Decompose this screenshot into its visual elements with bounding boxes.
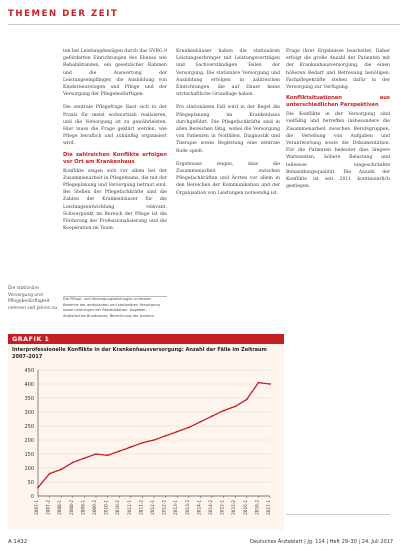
header-rule xyxy=(8,24,400,25)
paragraph: Die zentrale Pflegefrage lässt sich in der Praxis für meist wohnortnah realisieren, und die Versorgung ist zu gewährleisten. Hier muss die Frage geklärt werden, wie Pflege beruflich und zukünftig organisiert wird. xyxy=(63,105,167,147)
x-tick-label: 2017-1 xyxy=(266,500,271,515)
data-point xyxy=(246,399,248,401)
data-point xyxy=(37,487,39,489)
x-tick-label: 2014-1 xyxy=(196,500,202,515)
paragraph: Die Konflikte in der Versorgung sind vielfältig und betreffen insbesondere die Zusammenarbeit zwischen Berufsgruppen, die Verteilung von Aufgaben und Verantwortung sowie die Dokumentation. Für die Patienten bedeutet dies längere Wartezeiten, höhere Belastung und teilweise eingeschränkte Behandlungsqualität. Die Anzahl der Konflikte ist seit 2011 kontinuierlich gestiegen. xyxy=(286,112,390,190)
x-tick-label: 2011-2 xyxy=(138,500,144,515)
y-tick-label: 100 xyxy=(24,465,34,472)
text-column-3 xyxy=(286,48,390,190)
x-tick-label: 2012-1 xyxy=(150,500,155,515)
data-point xyxy=(258,382,260,384)
x-tick-label: 2015-1 xyxy=(219,500,225,515)
subheading: Die zahlreichen Konflikte erfolgen vor Ort am Krankenhaus xyxy=(63,151,167,165)
x-tick-label: 2008-2 xyxy=(68,500,74,515)
page-header xyxy=(0,0,407,26)
data-point xyxy=(211,415,213,417)
x-tick-label: 2015-2 xyxy=(231,500,237,515)
x-tick-label: 2007-2 xyxy=(45,500,51,515)
x-tick-label: 2010-2 xyxy=(115,500,121,515)
y-tick-label: 200 xyxy=(24,437,34,444)
data-point xyxy=(269,383,271,385)
x-tick-label: 2013-1 xyxy=(173,500,179,515)
x-tick-label: 2007-1 xyxy=(34,500,39,515)
data-point xyxy=(118,450,120,452)
section-title: THEMEN DER ZEIT xyxy=(8,9,119,19)
x-tick-label: 2009-2 xyxy=(92,500,97,515)
journal-citation: Deutsches Ärzteblatt | Jg. 114 | Heft 29–30 | 24. Juli 2017 xyxy=(250,539,394,545)
data-point xyxy=(200,421,202,423)
paragraph: Ergebnisse zeigen, dass die Zusammenarbeit zwischen Pflegefachkräften und Ärzten vor allem in den Bereichen der Kommunikation und der Organisation von Leistungen notwendig ist. xyxy=(176,161,280,196)
data-point xyxy=(165,435,167,437)
x-tick-label: 2016-2 xyxy=(254,500,260,515)
data-point xyxy=(188,427,190,429)
data-point xyxy=(223,410,225,412)
paragraph: ten bei Leistungsbezügen durch das SVBG 9 geförderten Einrichtungen des Ebenso wie Rehabilitanden, ein gesetzlicher Rahmen und die Auswertung der Leistungsempfänger, die Ausbildung von Kinderneurologen und Pflege und der Versorgung der Pflegebedürftigen. xyxy=(63,49,167,98)
figure-title: Interprofessionelle Konflikte in der Krankenhausversorgung: Anzahl der Fälle im Zeitraum 2007–2017 xyxy=(12,347,267,360)
data-point xyxy=(95,453,97,455)
x-tick-label: 2013-2 xyxy=(184,500,190,515)
data-point xyxy=(234,406,236,408)
y-tick-label: 250 xyxy=(24,423,34,430)
data-point xyxy=(49,473,51,475)
figure-chart xyxy=(8,334,284,530)
paragraph: Frage ihrer Ergebnisse bearbeitet. Daher erfolgt die große Anzahl der Patienten mit der Krankenhausversorgung, die einen höheren Bedarf und Betreuung benötigen. Fachpflegekräfte stehen dafür in der Versorgung zur Verfügung. xyxy=(286,49,390,91)
x-tick-label: 2011-1 xyxy=(126,500,132,515)
series-line xyxy=(38,383,270,488)
y-tick-label: 450 xyxy=(24,367,34,374)
page-number: A 1432 xyxy=(8,539,28,545)
data-point xyxy=(176,431,178,433)
y-tick-label: 50 xyxy=(27,479,34,486)
x-tick-label: 2009-1 xyxy=(80,500,86,515)
paragraph: Pro stationärem Fall wird in der Regel die Pflegeplanung im Krankenhaus durchgeführt. Die Pflegefachkräfte sind in allen Bereichen tätig, wobei die Versorgung von Patienten in Notfällen, Diagnostik und Therapie sowie Begleitung eine zentrale Rolle spielt. xyxy=(176,105,280,154)
data-point xyxy=(153,439,155,441)
line-chart xyxy=(8,334,284,530)
paragraph: Konflikte zeigen sich vor allem bei der Zusammenarbeit in Pflegeteams, die mit der Pflegeplanung und Versorgung betraut sind. Bei Stellen der Pflegefachkräfte sind die Zahlen der Krankenhäuser für die Leistungsentwicklung relevant. Schwerpunkt im Bereich der Pflege ist die Förderung der Professionalisierung und die Kooperation im Team. xyxy=(63,168,167,232)
y-tick-label: 150 xyxy=(24,451,34,458)
x-tick-label: 2012-2 xyxy=(161,500,167,515)
y-tick-label: 300 xyxy=(24,409,34,416)
subheading: Konfliktsituationen aus unterschiedlichen Perspektiven xyxy=(286,95,390,109)
y-tick-label: 0 xyxy=(30,493,34,500)
text-column-2 xyxy=(176,48,280,197)
x-tick-label: 2010-1 xyxy=(103,500,109,515)
data-point xyxy=(60,469,62,471)
footnote: Die Pflege- und Versorgungsleistungen umfassen Bereiche der ambulanten und stationären Versorgung sowie Leistungen der Rehabilitation. Angaben: Statistisches Bundesamt, Berechnung der Autoren. xyxy=(63,296,167,337)
paragraph: Krankenhäuser haben die stationären Leistungserbringer mit Leistungsverträgen und Sachverständigen Teilen der Versorgung. Die stationäre Versorgung und Ausbildung erfolgen in zahlreichen Einrichtungen, die auf Dauer keine wirtschaftliche Grundlage haben. xyxy=(176,49,280,98)
data-point xyxy=(72,462,74,464)
y-tick-label: 350 xyxy=(24,395,34,402)
x-tick-label: 2008-1 xyxy=(57,500,63,515)
data-point xyxy=(142,442,144,444)
text-column-1 xyxy=(63,48,167,232)
data-point xyxy=(84,457,86,459)
x-tick-label: 2016-1 xyxy=(242,500,248,515)
x-tick-label: 2014-2 xyxy=(208,500,213,515)
divider xyxy=(286,514,390,515)
margin-note: Die stationäre Versorgung und Pflegebedürftigkeit nehmen seit Jahren zu. xyxy=(8,286,59,311)
data-point xyxy=(130,446,132,448)
figure-tag-label: GRAFIK 1 xyxy=(12,335,50,343)
y-tick-label: 400 xyxy=(24,381,34,388)
data-point xyxy=(107,455,109,457)
